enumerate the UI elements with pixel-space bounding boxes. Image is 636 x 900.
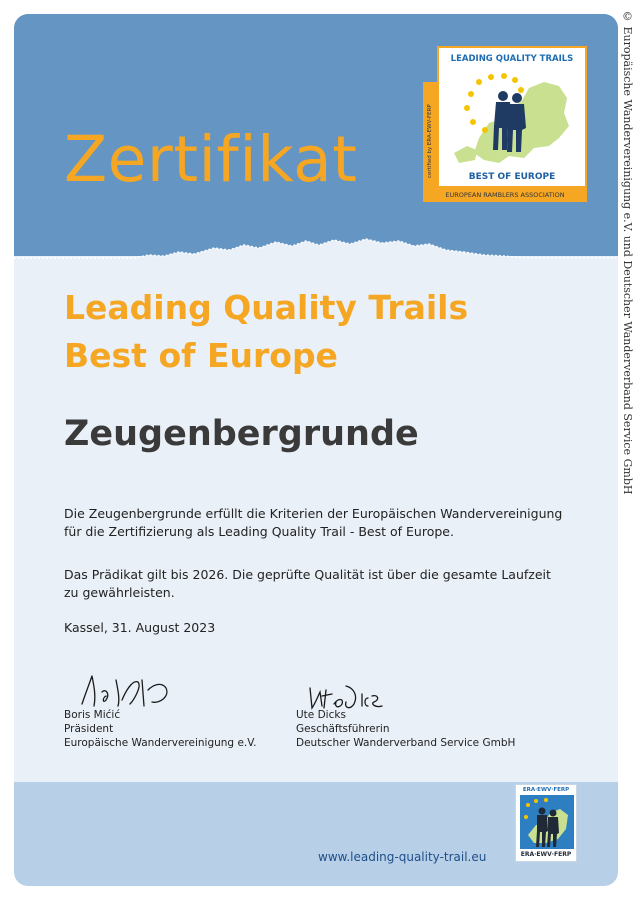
award-title-line2: Best of Europe (64, 336, 338, 375)
badge-heading: LEADING QUALITY TRAILS (450, 54, 574, 64)
badge-association: EUROPEAN RAMBLERS ASSOCIATION (445, 191, 565, 199)
criteria-paragraph (64, 505, 564, 541)
badge-side-text: certified by ERA-EWV-FERP (427, 104, 433, 178)
signatory-name: Ute Dicks (296, 709, 346, 721)
era-ewv-ferp-logo (515, 784, 577, 862)
hikers-map-icon (520, 795, 574, 849)
signatory-left (64, 708, 256, 750)
signatory-right (296, 708, 515, 750)
era-logo-footer: ERA·EWV·FERP (520, 851, 572, 858)
signatory-role: Geschäftsführerin (296, 723, 390, 735)
signatory-organization: Deutscher Wanderverband Service GmbH (296, 737, 516, 749)
criteria-line1: Die Zeugenbergrunde erfüllt die Kriterien der Europäischen Wandervereinigung (64, 506, 563, 521)
signature-left (76, 672, 176, 712)
website-link[interactable]: www.leading-quality-trail.eu (318, 850, 487, 864)
validity-line1: Das Prädikat gilt bis 2026. Die geprüfte Qualität ist über die gesamte Laufzeit (64, 567, 551, 582)
mountain-silhouette (14, 236, 618, 266)
award-title (64, 284, 584, 380)
badge-footer: BEST OF EUROPE (468, 172, 556, 182)
signatory-name: Boris Mićić (64, 709, 121, 721)
validity-paragraph (64, 566, 564, 602)
award-title-line1: Leading Quality Trails (64, 288, 469, 327)
signatory-organization: Europäische Wandervereinigung e.V. (64, 737, 257, 749)
trail-name: Zeugenbergrunde (64, 414, 419, 454)
era-logo-heading: ERA·EWV·FERP (522, 787, 570, 793)
validity-line2: zu gewährleisten. (64, 585, 175, 600)
issue-date: Kassel, 31. August 2023 (64, 620, 216, 635)
europe-map-hikers-icon (449, 68, 579, 164)
copyright-notice: © Europäische Wandervereinigung e.V. und Deutscher Wanderverband Service GmbH (621, 10, 634, 495)
certificate-title: Zertifikat (64, 123, 358, 196)
criteria-line2: für die Zertifizierung als Leading Quality Trail - Best of Europe. (64, 524, 454, 539)
signatory-role: Präsident (64, 723, 114, 735)
quality-trail-badge (437, 46, 587, 188)
